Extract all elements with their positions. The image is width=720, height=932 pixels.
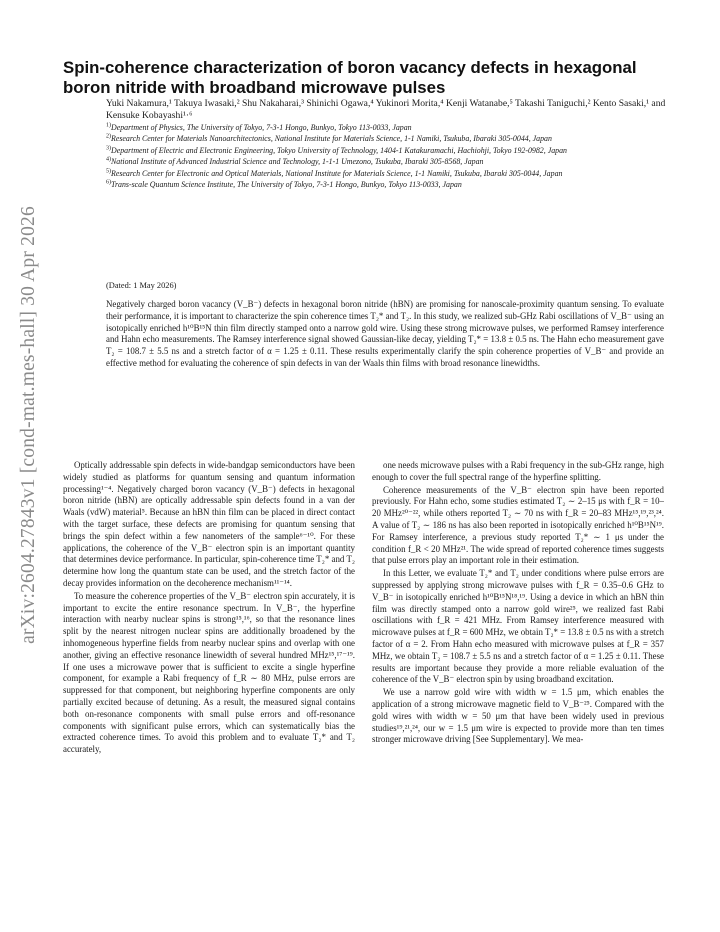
affiliation-text: National Institute of Advanced Industrial Science and Technology, 1-1-1 Umezono, Tsukuba, Ibaraki 305-8568, Japan: [111, 157, 484, 167]
affiliation-number: 5): [106, 168, 111, 174]
body-paragraph: Coherence measurements of the V_B⁻ electron spin have been reported previously. For Hahn echo, some studies estimated T₂ ∼ 2–15 μs with f_R = 10–20 MHz²⁰⁻²², while others reported T₂ ∼ 70 ns with f_R = 20–83 MHz¹⁵,¹⁹,²³,²⁴. A value of T₂ ∼ 186 ns has also been reported in isotopically enriched h¹⁰B¹⁵N¹⁹. For Ramsey interference, a previous study reported T₂* ∼ 1 μs under the condition f_R < 20 MHz²¹. The wide spread of reported coherence times suggests that pulse errors play an important role in their estimation.: [372, 484, 664, 566]
body-paragraph: one needs microwave pulses with a Rabi frequency in the sub-GHz range, high enough to cover the full spectral range of the hyperfine splitting.: [372, 460, 664, 482]
affiliation-text: Research Center for Electronic and Optical Materials, National Institute for Materials Science, 1-1 Namiki, Tsukuba, Ibaraki 305-0044, Japan: [111, 168, 563, 178]
body-column-right: [372, 460, 664, 747]
affiliation-item: [106, 145, 666, 156]
affiliation-number: 6): [106, 179, 111, 186]
affiliation-list: [106, 122, 666, 190]
body-column-left: [63, 460, 355, 757]
affiliation-item: [106, 179, 666, 190]
author-list: Yuki Nakamura,¹ Takuya Iwasaki,² Shu Nakaharai,³ Shinichi Ogawa,⁴ Yukinori Morita,⁴ Kenji Watanabe,⁵ Takashi Taniguchi,² Kento Sasaki,¹ and Kensuke Kobayashi¹·⁶: [106, 98, 666, 121]
body-paragraph: To measure the coherence properties of the V_B⁻ electron spin accurately, it is important to excite the entire resonance spectrum. In V_B⁻, the hyperfine interaction with nearby nuclear spins is strong¹⁵,¹⁶, so that the resonance lines split by the nearest nitrogen nuclear spins are additionally broadened by the inhomogeneous hyperfine fields from nearby nuclear spins and overlap with one another, giving an effective resonance linewidth of several hundred MHz¹⁵,¹⁷⁻¹⁹. If one uses a microwave power that is sufficient to excite a single hyperfine component, for example a Rabi frequency of f_R ∼ 80 MHz, pulse errors are suppressed for that component, but neighboring hyperfine components are only partially excited because of detuning. As a result, the measured signal contains both on-resonance components with small pulse errors and off-resonance components with significant pulse errors, which can systematically bias the extracted coherence times. To avoid this problem and to evaluate T₂* and T₂ accurately,: [63, 590, 355, 755]
affiliation-number: 2): [106, 133, 111, 140]
affiliation-item: [106, 122, 666, 133]
body-paragraph: In this Letter, we evaluate T₂* and T₂ under conditions where pulse errors are suppressed by applying strong microwave pulses with f_R = 0.35–0.6 GHz to V_B⁻ in isotopically enriched h¹⁰B¹⁵N¹⁸,¹⁹. Using a device in which an hBN thin film was directly stamped onto a narrow gold wire²⁵, we realized fast Rabi oscillations with f_R = 421 MHz. From Ramsey interference measured with microwave pulses at f_R = 600 MHz, we obtain T₂* = 13.8 ± 0.5 ns with a stretch factor of α = 2. From Hahn echo measured with microwave pulses at f_R = 357 MHz, we obtain T₂ = 108.7 ± 5.5 ns and a stretch factor of α = 1.25 ± 0.11. These results are important because they provide a more reliable evaluation of the coherence of the V_B⁻ electron spin by using broadband excitation.: [372, 568, 664, 685]
arxiv-sidebar: [12, 190, 46, 660]
body-paragraph: Optically addressable spin defects in wide-bandgap semiconductors have been widely studied as platforms for quantum sensing and quantum information processing¹⁻⁴. Negatively charged boron vacancy (V_B⁻) defects in hexagonal boron nitride (hBN) are optically addressable spin defects found in a van der Waals (vdW) material⁵. Because an hBN thin film can be placed in direct contact with the target surface, these defects are promising for quantum sensing that brings the spin defect within a few nanometers of the sample⁶⁻¹⁰. For these applications, the coherence of the V_B⁻ electron spin is an important quantity that determines device performance. In particular, spin-coherence time T₂* and T₂ determine how long the quantum state can be used, and the stretch factor of the decay provides information on the decoherence mechanism¹¹⁻¹⁴.: [63, 460, 355, 588]
affiliation-text: Trans-scale Quantum Science Institute, The University of Tokyo, 7-3-1 Hongo, Bunkyo, Tokyo 113-0033, Japan: [111, 180, 462, 190]
affiliation-text: Department of Electric and Electronic Engineering, Tokyo University of Technology, 1404-1 Katakuramachi, Hachiohji, Tokyo 192-0982, Japan: [111, 145, 567, 155]
affiliation-number: 1): [106, 122, 111, 129]
affiliation-text: Department of Physics, The University of Tokyo, 7-3-1 Hongo, Bunkyo, Tokyo 113-0033, Japan: [111, 123, 412, 132]
affiliation-text: Research Center for Materials Nanoarchitectonics, National Institute for Materials Science, 1-1 Namiki, Tsukuba, Ibaraki 305-0044, Japan: [111, 134, 552, 144]
affiliation-item: [106, 156, 666, 167]
paper-title: Spin-coherence characterization of boron vacancy defects in hexagonal boron nitride with broadband microwave pulses: [63, 58, 637, 97]
affiliation-number: 3): [106, 145, 111, 152]
abstract: Negatively charged boron vacancy (V_B⁻) defects in hexagonal boron nitride (hBN) are promising for nanoscale-proximity quantum sensing. To evaluate their performance, it is important to characterize the spin coherence times T₂* and T₂. In this study, we realized sub-GHz Rabi oscillations of V_B⁻ using an isotopically enriched h¹⁰B¹⁵N thin film directly stamped onto a narrow gold wire. Using these strong microwave pulses, we performed Ramsey interference and Hahn echo measurements. The Ramsey interference signal showed Gaussian-like decay, yielding T₂* = 13.8 ± 0.5 ns. The Hahn echo measurement gave T₂ = 108.7 ± 5.5 ns and a stretch factor of α = 1.25 ± 0.11. These results experimentally clarify the spin coherence properties of V_B⁻ and provide an effective method for evaluating the coherence of spin defects in van der Waals thin films with broad resonance linewidths.: [106, 299, 664, 368]
arxiv-identifier: arXiv:2604.27843v1 [cond-mat.mes-hall] 30 Apr 2026: [18, 206, 39, 644]
affiliation-item: [106, 168, 666, 179]
body-paragraph: We use a narrow gold wire with width w = 1.5 μm, which enables the application of a strong microwave magnetic field to V_B⁻²⁵. Compared with the gold wires with width w = 50 μm that have been widely used in previous studies¹⁹,²¹,²⁴, our w = 1.5 μm wire is expected to provide more than ten times stronger microwave driving [See Supplementary]. We mea-: [372, 687, 664, 745]
date-line: (Dated: 1 May 2026): [106, 281, 177, 290]
affiliation-item: [106, 133, 666, 144]
affiliation-number: 4): [106, 156, 111, 163]
